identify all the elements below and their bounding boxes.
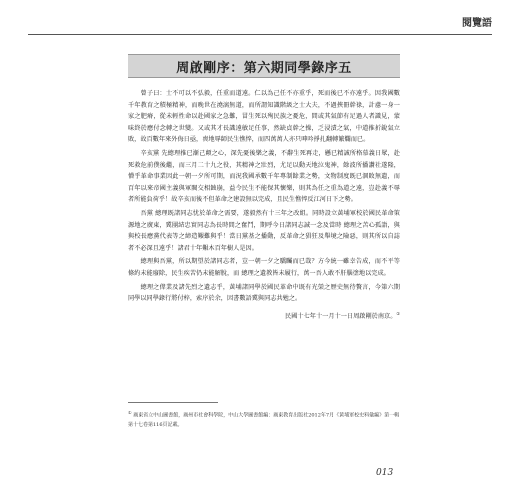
- header-rule: [28, 34, 492, 35]
- footnote-reference-marker: ①: [396, 310, 400, 316]
- header-label: 閱覽語: [462, 18, 492, 29]
- footnote: [128, 408, 400, 430]
- running-header: [28, 14, 492, 32]
- paragraph: 辛亥黨 先總理推已漸己顛之心，深先憂後樂之義，不辭生死再走，懸已精誠所格慕義日眾，赴死救危前僕後繼，而三月二十九之役，其精神之壯烈，尤足以動天地泣鬼神，餘波所播讚社遂隆，懵乎革命事業因此一朝一夕所可期，而況我國承數千年專制餘業之勢，文物制度既已涸敗無遺，而百年以來帝國主義與軍閥交相蝕崩，益令民生不能保其懷樂，則其為任之重為道之遠，豈赴義不辱者所能負荷乎！故辛亥而後不但革命之建設無以完成，且民生憔悴反江河日下之勢。: [128, 149, 400, 204]
- body-text: [128, 88, 400, 322]
- paragraph: 吾黨 總理既諸同志忧於革命之需要，遂毅然有十三年之改組。同時設立黃埔軍校於國民革命策源地之廣東，冀團結忠實同志為長時間之奮鬥，期呼今日諸同志誠一念及當時 總理之苦心孤詣，與與校長應黨代表等之締造艱難與乎！當日黨基之播動，反革命之猖狂及舉境之險惡，則其所以自誌者不必深且遠乎！諸君十年艱木百年樹人是因。: [128, 209, 400, 252]
- page-number: 013: [376, 468, 394, 478]
- footnote-marker: ①: [128, 410, 132, 415]
- signature-text: 民國十七年十一月十一日周啟剛於南京。: [285, 312, 397, 320]
- paragraph: 曾子曰：士不可以不弘毅，任重而道遠。仁以為己任不亦重乎，死而後已不亦遠乎。因我國數千年教育之積極精神，而晚世在澆漓無道，而所謂知識階級之士大夫，不過挾冊幹祿，計慮一身一家之肥瘠，從未輕性命以赴國家之急難，冒生死以殉民族之憂危，間或其氣節有足過人者識見，蒙味終於應付念轉之世變。又或其才長識遠敏足任事，然缺貞幹之操，乏浸漬之氣，中道推折銳氣立敗，故百數年來外侮日亟，喪地辱師民生憔悴，而四萬萬人亦只呻吟掙扎翻轉繁爛而已。: [128, 90, 400, 144]
- footnote-rule: [128, 402, 218, 403]
- title-banner: [128, 54, 400, 78]
- paragraph: 總理與吾黨，所以期望於諸同志者，豈一朝一夕之驕矚而已哉？方今統一雖幸告成，而不平等條約未能廢除，民生疾苦仍未能解脫，而 總理之遺教皆未履行，萬一吾人敢不肝腦塗地以完成。: [128, 258, 400, 277]
- footnote-text: 廣東省立中山圖書館，廣州市社會科學院，中山大學圖書館編：廣東教育出版社2012年7月《黃埔軍校史料彙編》第一輯第十七卷第116頁記載。: [128, 412, 400, 428]
- signature-line: [128, 308, 400, 322]
- page-title: 周啟剛序：第六期同學錄序五: [176, 60, 352, 76]
- paragraph: 總理之偉業及諸先烈之遺志乎，黃埔諸同學於國民革命中既有光榮之歷史無待贅言，今第六期同學以同學錄行將付梓，索序於余，因書數語冀與同志共勉之。: [128, 283, 400, 303]
